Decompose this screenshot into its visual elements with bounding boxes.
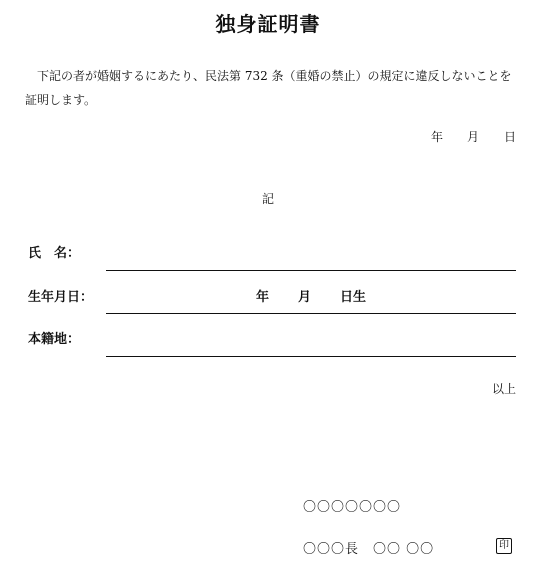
domicile-underline [106,356,516,357]
certification-text: 下記の者が婚姻するにあたり、民法第 732 条（重婚の禁止）の規定に違反しないことを証明します。 [25,69,512,107]
birth-year-label: 年 [256,290,270,305]
name-label: 氏 名： [28,246,81,261]
date-day-label: 日 [504,130,517,144]
document-title: 独身証明書 [215,12,321,36]
birth-month-label: 月 [298,290,312,305]
seal-mark: 印 [496,538,512,554]
date-month-label: 月 [467,130,480,144]
issuer-name: 〇〇〇長 〇〇 〇〇 [303,542,435,557]
ki-heading: 記 [261,192,274,206]
birthdate-label: 生年月日： [28,290,94,305]
ijo-closing: 以上 [491,382,516,396]
birth-day-label: 日生 [340,290,367,305]
date-year-label: 年 [431,130,444,144]
birthdate-underline [106,313,516,314]
name-underline [106,270,516,271]
domicile-label: 本籍地： [28,332,81,347]
issuer-organization: 〇〇〇〇〇〇〇 [303,500,402,515]
